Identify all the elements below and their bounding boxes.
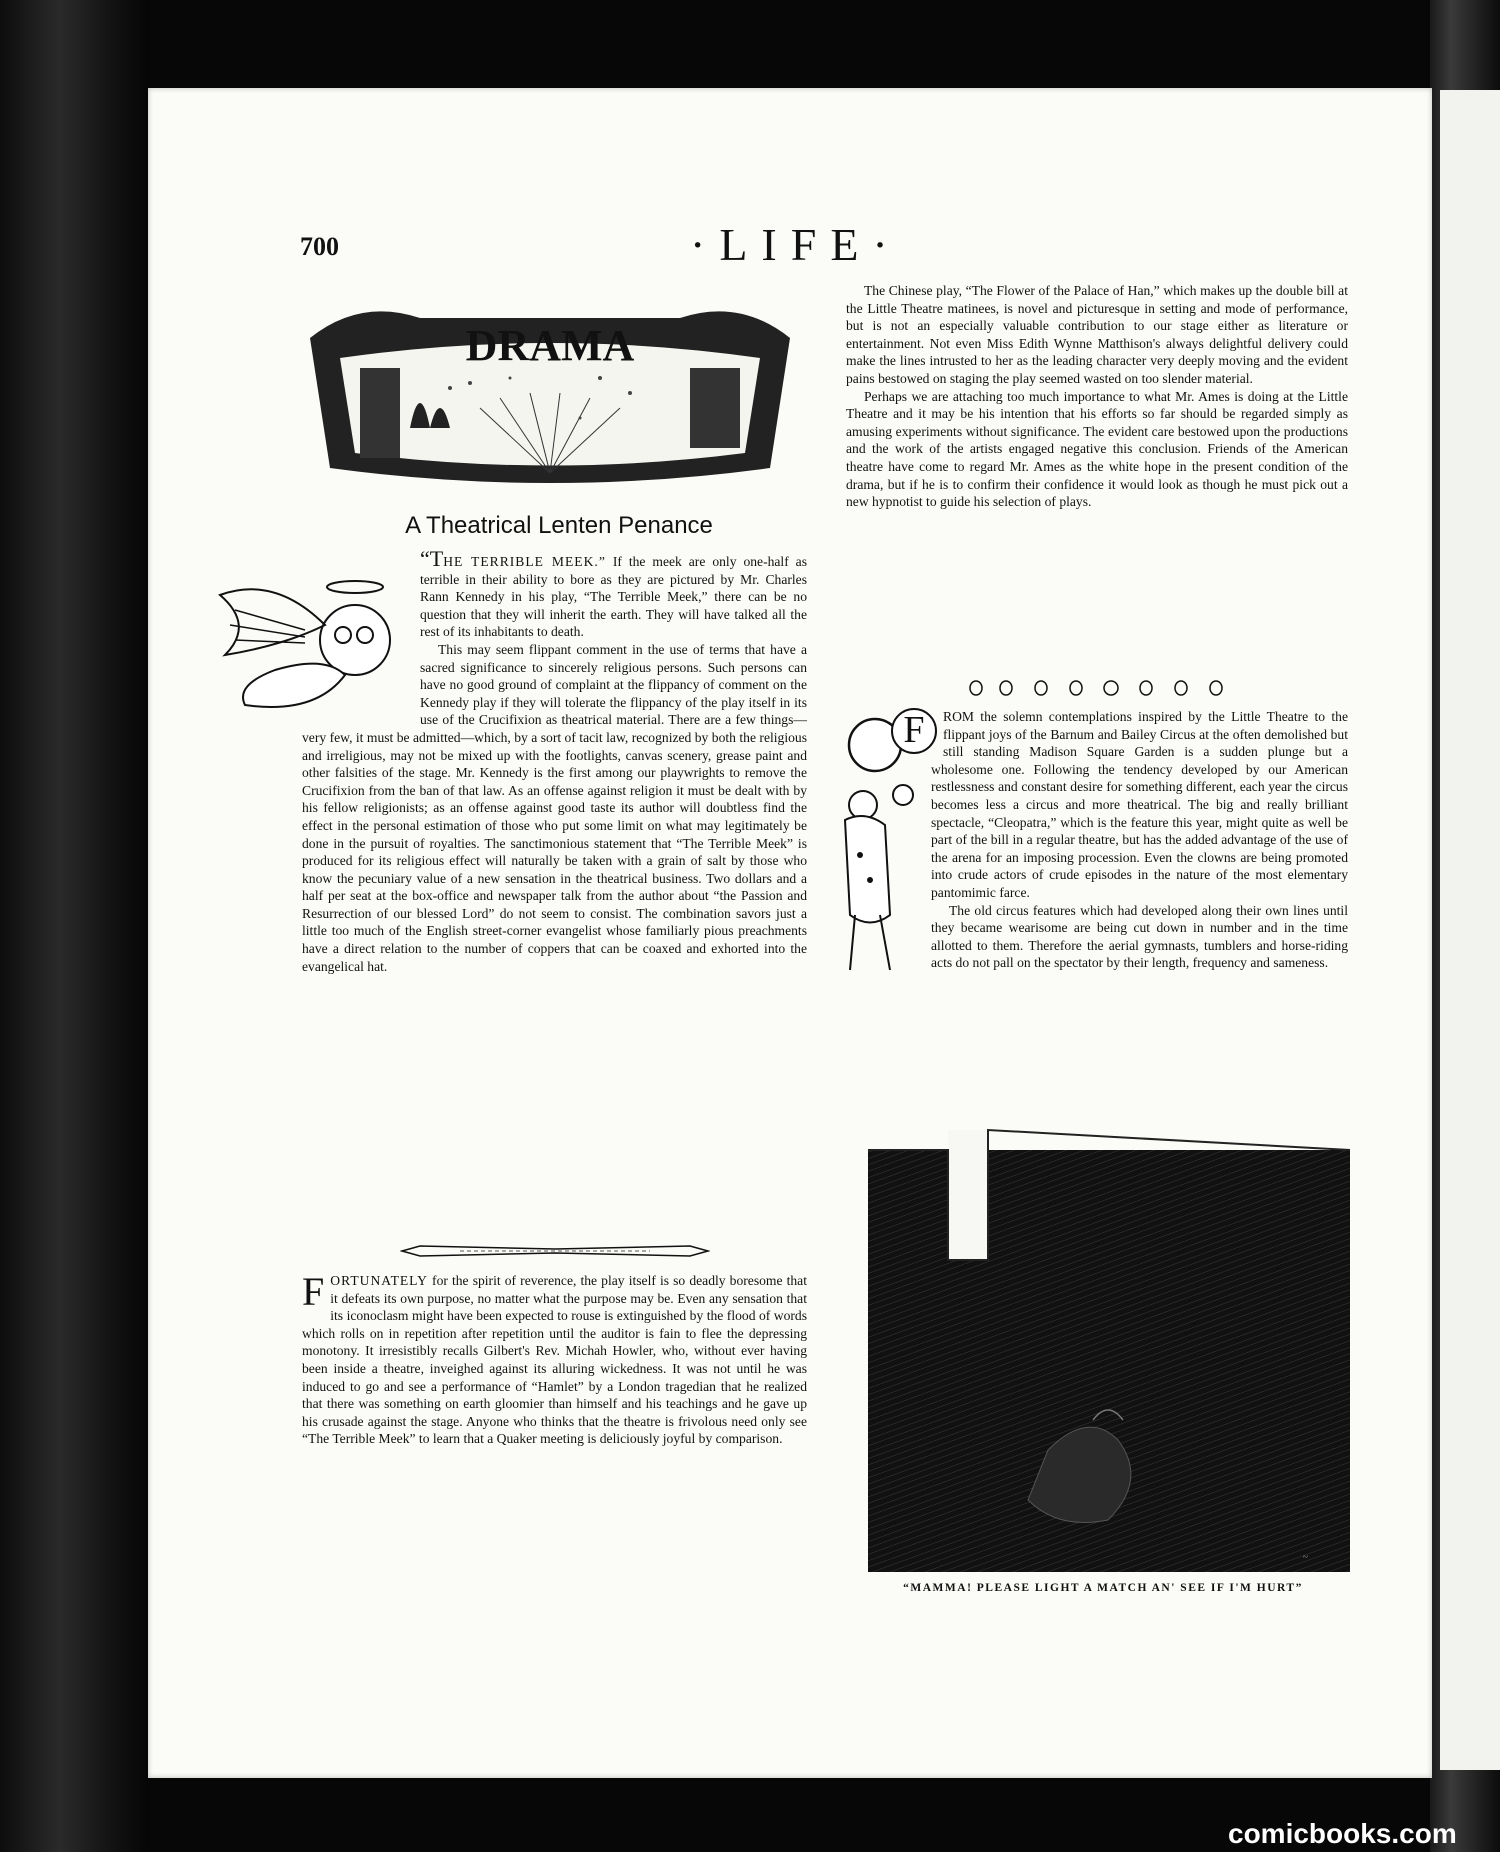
paragraph-1-opening: “T	[420, 546, 444, 571]
paragraph-3-dropcap: F	[302, 1269, 325, 1314]
cartoon-illustration	[868, 1120, 1350, 1572]
paragraph-3-text: for the spirit of reverence, the play itself is so deadly boresome that it defeats its own purpose, no matter what the purpose may be. Even any sensation that its iconoclasm might have been expected to rouse is extinguished by the flood of words which rolls on in repetition after repetition until the auditor is fain to flee the depressing monotony. It irresistibly recalls Gilbert's Rev. Michah Howler, who, without ever having been inside a theatre, inveighed against its alluring wickedness. It was not until he was induced to go and see a performance of “Hamlet” by a London tragedian that he realized that there was something on earth gloomier than himself and his teachings and he gave up his crusade against the stage. Anyone who thinks that the theatre is frivolous need only see “The Terrible Meek” to learn that a Quaker meeting is deliciously joyful by comparison.	[302, 1273, 807, 1447]
page-number: 700	[300, 232, 339, 261]
angel-float-space	[302, 550, 420, 725]
right-column-lower	[846, 708, 1348, 972]
article-paragraph-7: The old circus features which had developed along their own lines until they became wearisome are being cut down in number and in the time allotted to them. Therefore the aerial gymnasts, tumblers and horse-riding acts do not pall on the spectator by their length, frequency and sameness.	[931, 902, 1348, 971]
drama-banner-illustration	[300, 298, 800, 488]
watermark: comicbooks.com	[1228, 1818, 1457, 1849]
right-column	[846, 282, 1348, 511]
ornamental-divider	[400, 1243, 710, 1259]
paragraph-3-caps: ORTUNATELY	[330, 1273, 428, 1288]
paragraph-6-text: ROM the solemn contemplations inspired by the Little Theatre to the flippant joys of the Barnum and Bailey Circus at the often demolished but still standing Madison Square Garden is a sudden plunge but a wholesome one. Following the tendency developed by our American restlessness and constant desire for something different, each year the circus becomes less a circus and more theatrical. The big and really brilliant spectacle, “Cleopatra,” which is the feature this year, might quite as well be part of the bill in a regular theatre, but has the added advantage of the use of the arena for an imposing procession. Even the clowns are being promoted into crude actors of crude episodes in the nature of the most elementary pantomimic farce.	[931, 709, 1348, 900]
article-paragraph-3	[302, 1269, 807, 1448]
scan-background-left	[0, 0, 150, 1852]
paragraph-6-dropcap: F	[891, 708, 937, 754]
left-column-lower	[302, 1269, 807, 1448]
article-paragraph-4: The Chinese play, “The Flower of the Palace of Han,” which makes up the double bill at the Little Theatre matinees, is novel and picturesque in setting and mode of performance, but is not an especially valuable contribution to our stage either as literature or entertainment. Not even Miss Edith Wynne Matthison's always delightful delivery could make the lines intrusted to her as the leading character very deeply moving and the evident pains bestowed on staging the play seemed wasted on too slender material.	[846, 283, 1348, 386]
magazine-title: ·LIFE·	[690, 219, 902, 270]
article-paragraph-2: This may seem flippant comment in the use of terms that have a sacred significance to sincerely religious persons. Such persons can have no good ground of complaint at the flippancy of comment on the Kennedy play if they will tolerate the flippancy of the play itself in its use of the Crucifixion as theatrical material. There are a few things—very few, it must be admitted—which, by a sort of tacit law, recognized by both the religious and irreligious, may not be mixed up with the footlights, canvas scenery, grease paint and other falsities of the stage. Mr. Kennedy is the first among our playwrights to remove the Crucifixion from the ban of that law. As an offense against religion it must be dealt with by his fellow religionists; as an offense against good taste its author will doubtless find the effect in the personal estimation of those who put some limit on what may legitimately be done in the pursuit of royalties. The sanctimonious statement that “The Terrible Meek” is produced for its religious effect will naturally be taken with a grain of salt by those who know the pecuniary value of a new sensation in the theatrical business. Two dollars and a half per seat at the box-office and newspaper talk from the author about “the Passion and Resurrection of our blessed Lord” do not seem to consist. The combination savors just a little too much of the English street-corner evangelist whose familiarly pious preachments have a direct relation to the number of coppers that can be coaxed and exhorted into the evangelical hat.	[302, 641, 807, 974]
svg-text:~: ~	[1302, 1552, 1308, 1563]
article-title: A Theatrical Lenten Penance	[405, 512, 713, 539]
paragraph-1-caps: HE TERRIBLE MEEK.”	[443, 554, 606, 569]
cartoon-caption: “MAMMA! PLEASE LIGHT A MATCH AN' SEE IF I'M HURT”	[903, 1582, 1303, 1594]
left-column	[302, 546, 808, 975]
banner-label: DRAMA	[465, 321, 635, 370]
circle-ornament-divider	[966, 677, 1246, 699]
article-paragraph-5: Perhaps we are attaching too much importance to what Mr. Ames is doing at the Little Theatre and it may be his intention that his efforts so far should be regarded simply as amusing experiments without significance. The evident care bestowed upon the productions and the work of the artists engaged negative this conclusion. Friends of the American theatre have come to regard Mr. Ames as the white hope in the present condition of the drama, but if he is to confirm their confidence it would look as though he must pick out a new hypnotist to guide his selection of plays.	[846, 388, 1348, 510]
paragraph-1-text: If the meek are only one-half as terrible in their ability to bore as they are pictured by Mr. Charles Rann Kennedy in his play, “The Terrible Meek,” there can be no question that they will inherit the earth. They will have talked all the rest of its inhabitants to death.	[420, 554, 808, 640]
adjacent-page-edge	[1440, 90, 1500, 1770]
